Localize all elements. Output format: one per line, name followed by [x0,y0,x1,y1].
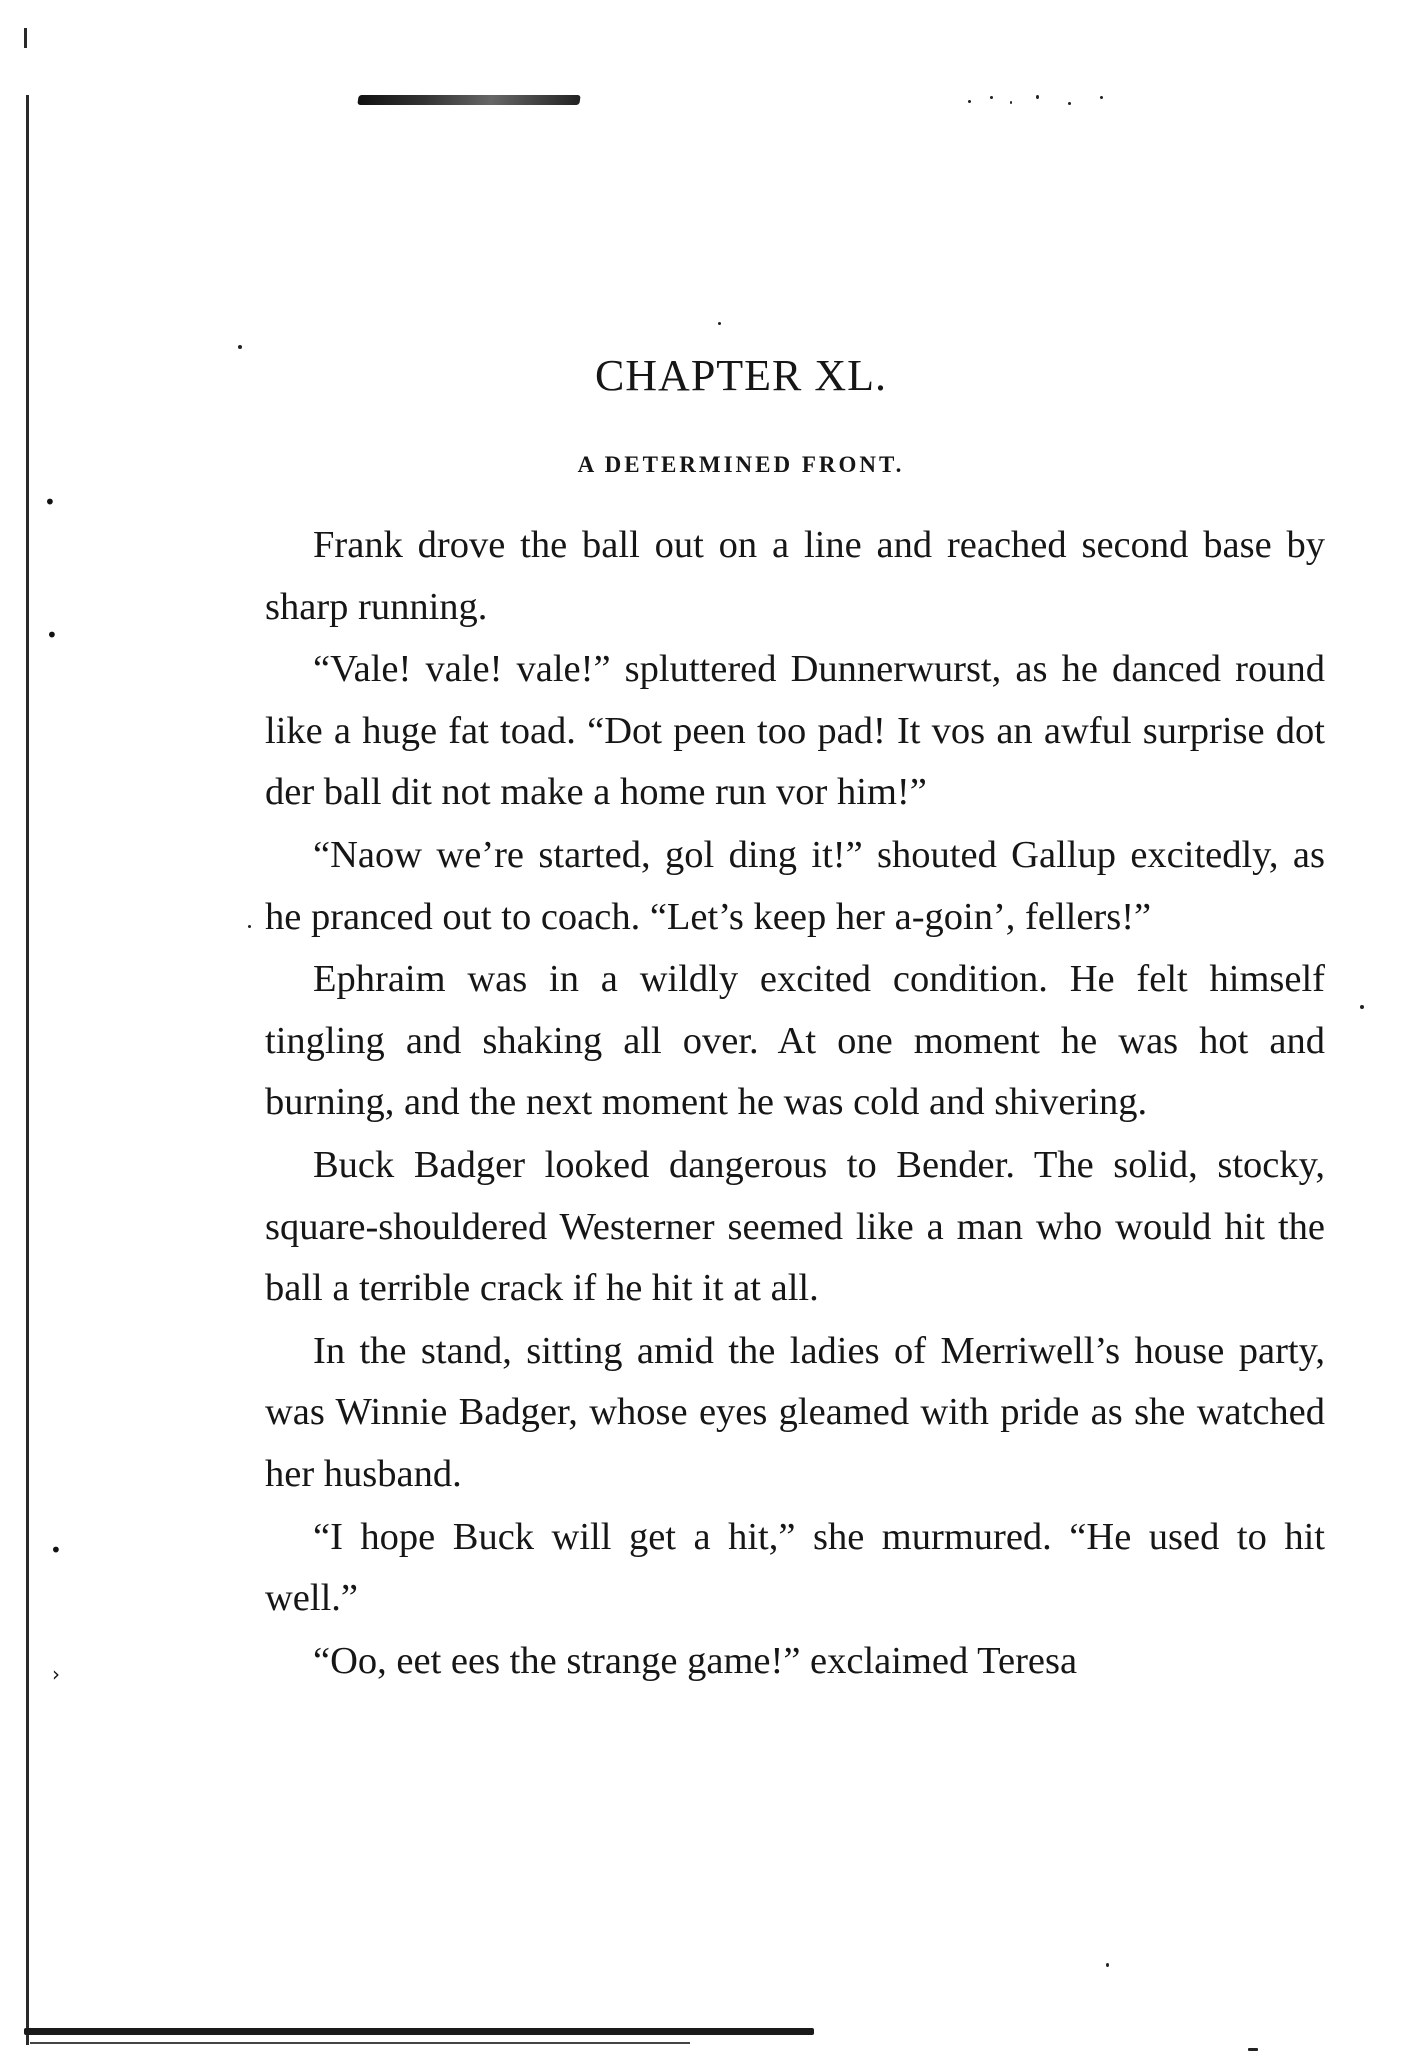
scan-speck [718,322,721,325]
scan-speck [1068,102,1071,105]
scan-speck [248,925,251,928]
scan-speck [238,345,242,349]
margin-mark: • [50,1538,62,1562]
paragraph: “Oo, eet ees the strange game!” exclaimed Teresa [313,1639,1078,1682]
chapter-subtitle: A DETERMINED FRONT. [577,452,905,477]
scan-speck [1360,1005,1364,1009]
scan-speck [1248,2048,1258,2051]
scan-speck [990,96,993,99]
binding-edge-top [24,28,27,48]
bottom-edge-thin [30,2042,690,2044]
header-ink-mark [357,95,580,105]
paragraph: Buck Badger looked dangerous to Bender. The solid, stocky, square-shouldered Westerner seemed like a man who would hit the ball a terrible crack if he hit it at all. [265,1143,1325,1310]
paragraph: “Vale! vale! vale!” spluttered Dunnerwurst, as he danced round like a huge fat toad. “Dot peen too pad! It vos an awful surprise dot der ball dit not make a home run vor him!” [265,648,1325,814]
paragraph: Ephraim was in a wildly excited condition. He felt himself tingling and shaking all over. At one moment he was hot and burning, and the next moment he was cold and shivering. [265,958,1325,1124]
margin-mark: • [44,490,56,514]
chapter-title: CHAPTER XL. [594,351,888,400]
paragraph: “I hope Buck will get a hit,” she murmured. “He used to hit well.” [265,1515,1325,1620]
scan-speck [1106,1963,1109,1967]
scan-speck [1010,101,1012,104]
scan-speck [1100,96,1103,99]
margin-mark: • [46,623,58,647]
scan-speck [968,100,971,103]
paragraph: “Naow we’re started, gol ding it!” shouted Gallup excitedly, as he pranced out to coach. “Let’s keep her a-goin’, fellers!” [265,833,1325,938]
margin-mark: › [52,1662,60,1686]
scan-speck [1036,95,1039,99]
bottom-edge [24,2028,814,2035]
paragraph: Frank drove the ball out on a line and reached second base by sharp running. [265,524,1325,628]
paragraph: In the stand, sitting amid the ladies of Merriwell’s house party, was Winnie Badger, whose eyes gleamed with pride as she watched her husband. [265,1329,1325,1495]
chapter-body [265,515,1325,1693]
